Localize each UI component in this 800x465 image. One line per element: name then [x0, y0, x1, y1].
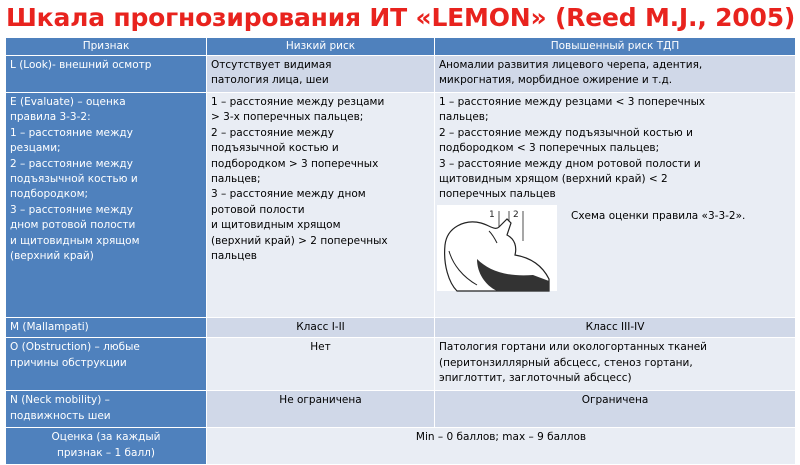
score-range: Min – 0 баллов; max – 9 баллов — [207, 428, 796, 465]
low-risk-neck: Не ограничена — [207, 391, 435, 428]
high-risk-obstruction: Патология гортани или окологортанных тканей (перитонзиллярный абсцесс, стеноз гортани, эпиглоттит, заглоточный абсцесс) — [435, 338, 796, 391]
table-row-evaluate — [6, 93, 796, 318]
header-low-risk: Низкий риск — [207, 38, 435, 56]
figure-number-2: 2 — [513, 209, 519, 220]
figure-caption: Схема оценки правила «3-3-2». — [571, 209, 746, 222]
table-row-score — [6, 428, 796, 465]
row-label-evaluate: E (Evaluate) – оценка правила 3-3-2: 1 – расстояние между резцами; 2 – расстояние между подъязычной костью и подбородком; 3 – расстояние между дном ротовой полости и щитовидным хрящом (верхний край) — [6, 93, 207, 318]
high-risk-look: Аномалии развития лицевого черепа, адентия, микрогнатия, морбидное ожирение и т.д. — [435, 56, 796, 93]
row-label-mallampati: M (Mallampati) — [6, 318, 207, 338]
low-risk-obstruction: Нет — [207, 338, 435, 391]
table-row-look — [6, 56, 796, 93]
head-profile-diagram-image — [437, 205, 557, 291]
figure-3-3-2 — [439, 205, 791, 291]
lemon-table — [5, 37, 795, 459]
low-risk-mallampati: Класс I-II — [207, 318, 435, 338]
figure-number-1: 1 — [489, 209, 495, 220]
row-label-neck: N (Neck mobility) – подвижность шеи — [6, 391, 207, 428]
table-row-neck — [6, 391, 796, 428]
high-risk-evaluate-cell — [435, 93, 796, 318]
row-label-obstruction: O (Obstruction) – любые причины обструкции — [6, 338, 207, 391]
header-sign: Признак — [6, 38, 207, 56]
header-high-risk: Повышенный риск ТДП — [435, 38, 796, 56]
high-risk-neck: Ограничена — [435, 391, 796, 428]
slide-title: Шкала прогнозирования ИТ «LEMON» (Reed M.J., 2005) — [6, 3, 796, 32]
high-risk-mallampati: Класс III-IV — [435, 318, 796, 338]
low-risk-look: Отсутствует видимая патология лица, шеи — [207, 56, 435, 93]
table-row-mallampati — [6, 318, 796, 338]
low-risk-evaluate: 1 – расстояние между резцами > 3-х поперечных пальцев; 2 – расстояние между подъязычной костью и подбородком > 3 поперечных пальцев; 3 – расстояние между дном ротовой полости и щитовидным хрящом (верхний край) > 2 поперечных пальцев — [207, 93, 435, 318]
row-label-score: Оценка (за каждый признак – 1 балл) — [6, 428, 207, 465]
table-row-obstruction — [6, 338, 796, 391]
high-risk-evaluate: 1 – расстояние между резцами < 3 поперечных пальцев; 2 – расстояние между подъязычной костью и подбородком < 3 поперечных пальцев; 3 – расстояние между дном ротовой полости и щитовидным хрящом (верхний край) < 2 поперечных пальцев — [439, 96, 706, 201]
table-header-row — [6, 38, 796, 56]
row-label-look: L (Look)- внешний осмотр — [6, 56, 207, 93]
